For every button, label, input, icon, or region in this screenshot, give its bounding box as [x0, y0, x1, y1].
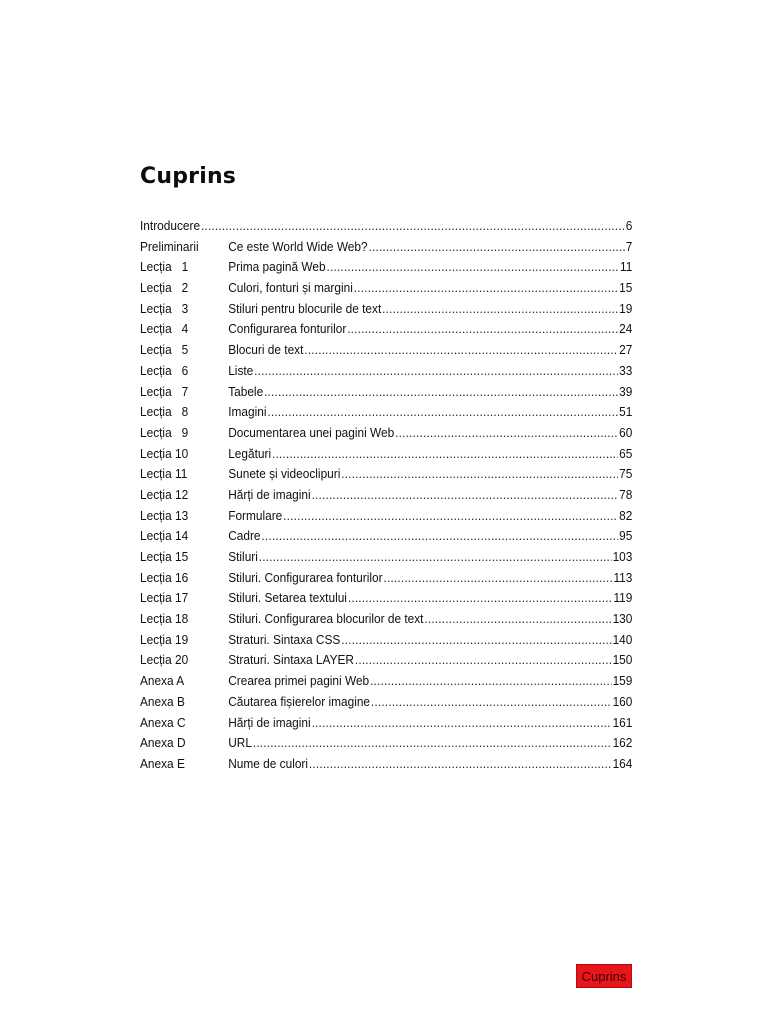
toc-entry-page-number: 150 — [612, 652, 633, 668]
toc-entry-page-number: 75 — [619, 466, 633, 482]
toc-entry-title: Crearea primei pagini Web — [228, 673, 370, 689]
toc-entry-page-number: 19 — [619, 300, 633, 316]
toc-dot-leader — [424, 611, 611, 626]
toc-entry-label: Lecția 4 — [140, 321, 189, 337]
toc-dot-leader — [383, 570, 612, 585]
toc-entry-page-number: 140 — [612, 631, 633, 647]
toc-entry[interactable] — [140, 590, 632, 611]
toc-entry-page-number: 160 — [612, 693, 633, 709]
toc-dot-leader — [312, 487, 619, 502]
toc-entry-title: Documentarea unei pagini Web — [228, 424, 395, 440]
toc-entry[interactable] — [140, 384, 632, 405]
toc-entry-page-number: 161 — [612, 714, 633, 730]
toc-entry[interactable] — [140, 301, 632, 322]
toc-entry[interactable] — [140, 570, 632, 591]
toc-dot-leader — [371, 694, 612, 709]
toc-entry-label: Anexa C — [140, 714, 186, 730]
toc-dot-leader — [327, 259, 620, 274]
toc-dot-leader — [348, 590, 613, 605]
toc-entry-label: Anexa E — [140, 755, 185, 771]
toc-entry-title: Configurarea fonturilor — [228, 321, 347, 337]
toc-entry-label: Lecția 16 — [140, 569, 189, 585]
toc-entry[interactable] — [140, 446, 632, 467]
toc-entry-label: Lecția 14 — [140, 528, 189, 544]
toc-entry[interactable] — [140, 259, 632, 280]
toc-entry-page-number: 7 — [625, 238, 633, 254]
toc-dot-leader — [347, 321, 618, 336]
toc-dot-leader — [370, 673, 612, 688]
toc-entry-title: Tabele — [228, 383, 264, 399]
toc-entry-title: URL — [228, 735, 252, 751]
toc-entry[interactable] — [140, 549, 632, 570]
toc-entry-label: Lecția 19 — [140, 631, 189, 647]
toc-dot-leader — [382, 301, 618, 316]
toc-entry-label: Lecția 17 — [140, 590, 189, 606]
toc-entry[interactable] — [140, 611, 632, 632]
toc-dot-leader — [395, 425, 618, 440]
toc-entry-title: Stiluri — [228, 549, 258, 564]
toc-entry[interactable] — [140, 652, 632, 673]
toc-dot-leader — [354, 280, 619, 295]
toc-dot-leader — [253, 735, 612, 750]
toc-entry[interactable] — [140, 735, 632, 756]
toc-entry-title: Liste — [228, 362, 254, 378]
toc-entry-label: Lecția 12 — [140, 486, 189, 502]
toc-entry-label: Introducere — [140, 218, 201, 233]
toc-entry-label: Lecția 15 — [140, 549, 189, 564]
toc-entry-page-number: 15 — [619, 280, 633, 296]
toc-dot-leader — [267, 404, 618, 419]
toc-entry-title: Sunete și videoclipuri — [228, 466, 341, 482]
toc-entry-page-number: 159 — [612, 673, 633, 689]
toc-entry-page-number: 11 — [620, 259, 633, 275]
toc-entry-page-number: 119 — [613, 590, 633, 606]
toc-entry-page-number: 103 — [612, 549, 633, 564]
toc-entry-label: Anexa B — [140, 693, 185, 709]
toc-entry-label: Anexa D — [140, 735, 186, 751]
toc-entry-label: Lecția 8 — [140, 404, 189, 420]
toc-entry[interactable] — [140, 756, 632, 777]
toc-dot-leader — [272, 446, 618, 461]
cuprins-link-label: Cuprins — [581, 968, 627, 984]
toc-entry-title: Formulare — [228, 507, 283, 523]
toc-dot-leader — [254, 363, 618, 378]
toc-dot-leader — [283, 508, 618, 523]
table-of-contents — [140, 218, 632, 777]
toc-entry-label: Preliminarii — [140, 238, 199, 254]
toc-entry-page-number: 130 — [612, 611, 633, 627]
toc-entry-page-number: 65 — [619, 445, 633, 461]
toc-entry[interactable] — [140, 280, 632, 301]
toc-entry-title: Imagini — [228, 404, 267, 420]
toc-dot-leader — [304, 342, 618, 357]
toc-entry[interactable] — [140, 715, 632, 736]
toc-dot-leader — [341, 466, 618, 481]
toc-entry-title: Prima pagină Web — [228, 259, 326, 275]
toc-entry-label: Lecția 18 — [140, 611, 189, 627]
toc-entry-page-number: 113 — [613, 569, 633, 585]
toc-entry-title: Cadre — [228, 528, 261, 544]
toc-entry[interactable] — [140, 487, 632, 508]
toc-entry-title: Straturi. Sintaxa LAYER — [228, 652, 354, 668]
toc-entry-page-number: 78 — [619, 486, 633, 502]
toc-entry-label: Lecția 11 — [140, 466, 188, 482]
toc-entry-label: Lecția 9 — [140, 424, 189, 440]
toc-entry-title: Nume de culori — [228, 755, 309, 771]
toc-entry[interactable] — [140, 363, 632, 384]
toc-dot-leader — [261, 528, 618, 543]
toc-entry[interactable] — [140, 673, 632, 694]
toc-dot-leader — [309, 756, 612, 771]
toc-entry-label: Lecția 7 — [140, 383, 189, 399]
toc-entry-label: Lecția 5 — [140, 342, 189, 358]
toc-entry-page-number: 24 — [619, 321, 633, 337]
toc-entry[interactable] — [140, 321, 632, 342]
toc-entry-title: Stiluri pentru blocurile de text — [228, 300, 382, 316]
toc-entry[interactable] — [140, 425, 632, 446]
toc-entry-title: Ce este World Wide Web? — [228, 238, 368, 254]
toc-entry-page-number: 95 — [619, 528, 633, 544]
toc-entry-title: Legături — [228, 445, 272, 461]
toc-dot-leader — [341, 632, 611, 647]
toc-entry-page-number: 60 — [619, 424, 633, 440]
toc-entry[interactable] — [140, 694, 632, 715]
toc-entry[interactable] — [140, 342, 632, 363]
toc-entry[interactable] — [140, 466, 632, 487]
toc-entry-label: Lecția 6 — [140, 362, 189, 378]
toc-entry[interactable] — [140, 508, 632, 529]
toc-entry-page-number: 162 — [612, 735, 633, 751]
toc-entry-title: Hărți de imagini — [228, 714, 311, 730]
toc-entry[interactable] — [140, 239, 632, 260]
toc-dot-leader — [312, 715, 612, 730]
toc-entry-title: Stiluri. Configurarea fonturilor — [228, 569, 383, 585]
toc-entry-title: Blocuri de text — [228, 342, 304, 358]
toc-dot-leader — [369, 239, 625, 254]
toc-dot-leader — [355, 652, 612, 667]
toc-entry[interactable] — [140, 404, 632, 425]
toc-entry-title: Căutarea fișierelor imagine — [228, 693, 371, 709]
toc-entry-label: Lecția 3 — [140, 300, 189, 316]
toc-entry[interactable] — [140, 218, 632, 239]
toc-entry-page-number: 27 — [619, 342, 633, 358]
toc-entry-page-number: 82 — [619, 507, 633, 523]
toc-entry-title: Stiluri. Configurarea blocurilor de text — [228, 611, 424, 627]
toc-entry-page-number: 6 — [625, 218, 633, 233]
toc-entry-page-number: 33 — [619, 362, 633, 378]
toc-entry-page-number: 164 — [612, 755, 633, 771]
toc-entry-label: Anexa A — [140, 673, 185, 689]
toc-dot-leader — [264, 384, 618, 399]
toc-entry-title: Culori, fonturi și margini — [228, 280, 353, 296]
toc-entry-title: Straturi. Sintaxa CSS — [228, 631, 341, 647]
toc-entry-page-number: 51 — [619, 404, 633, 420]
toc-entry[interactable] — [140, 528, 632, 549]
toc-entry-label: Lecția 10 — [140, 445, 189, 461]
toc-entry-label: Lecția 2 — [140, 280, 189, 296]
toc-dot-leader — [201, 218, 625, 233]
toc-entry-page-number: 39 — [619, 383, 633, 399]
toc-entry-label: Lecția 13 — [140, 507, 189, 523]
toc-entry-title: Stiluri. Setarea textului — [228, 590, 347, 606]
toc-dot-leader — [259, 549, 612, 564]
toc-entry-label: Lecția 1 — [140, 259, 189, 275]
toc-entry-label: Lecția 20 — [140, 652, 189, 668]
cuprins-link-button[interactable] — [576, 964, 632, 988]
page-title: Cuprins — [140, 164, 237, 189]
toc-entry[interactable] — [140, 632, 632, 653]
toc-entry-title: Hărți de imagini — [228, 486, 311, 502]
